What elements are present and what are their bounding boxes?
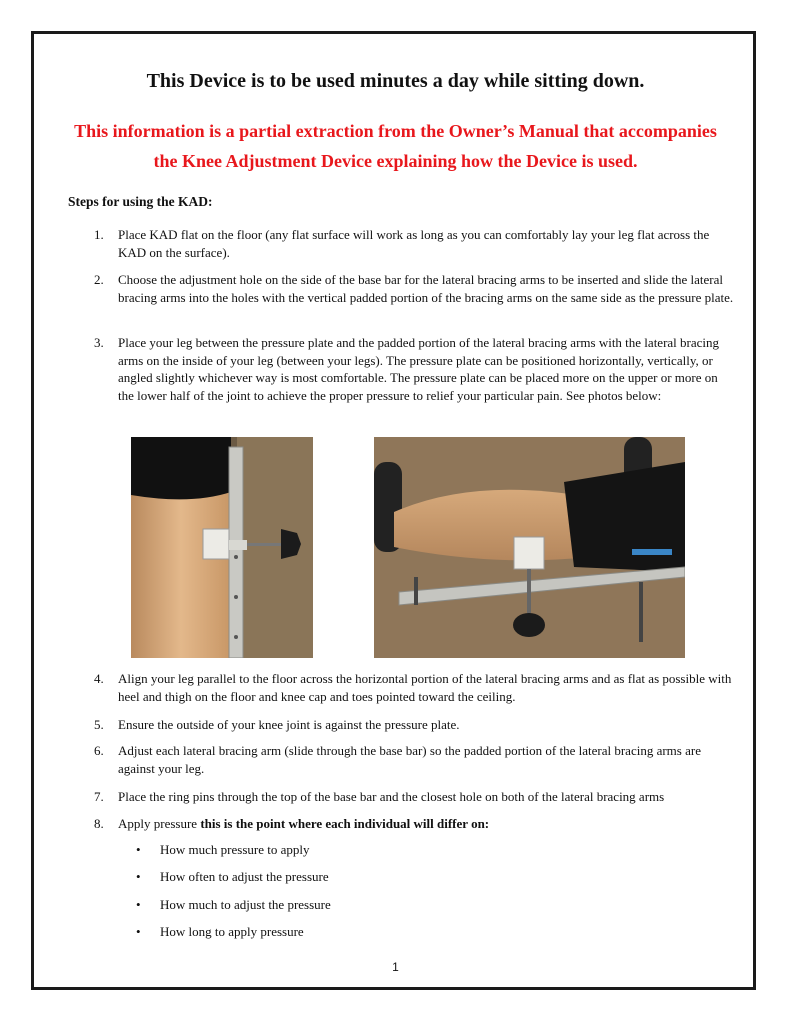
knee-device-photo-side-illustration: [131, 437, 313, 658]
step-1: [94, 226, 734, 261]
step-number: 3.: [94, 335, 104, 350]
step-2: [94, 271, 734, 306]
notice: [60, 116, 731, 176]
step-text: Align your leg parallel to the floor across the horizontal portion of the lateral bracing arms and as flat as possible with heel and thigh on the floor and knee cap and toes pointed toward the ceiling.: [118, 671, 732, 704]
step-text: Adjust each lateral bracing arm (slide through the base bar) so the padded portion of the lateral bracing arms are against your leg.: [118, 743, 701, 776]
page-title: This Device is to be used minutes a day while sitting down.: [146, 70, 645, 92]
bullet-item: • How long to apply pressure: [136, 924, 304, 939]
step-5: [94, 716, 734, 734]
steps-heading: Steps for using the KAD:: [68, 194, 213, 209]
step-number: 1.: [94, 227, 104, 242]
step-text: Ensure the outside of your knee joint is against the pressure plate.: [118, 717, 460, 732]
bullet-text: How much to adjust the pressure: [160, 897, 331, 912]
step-text: [118, 815, 734, 833]
knee-device-photo-top-illustration: [374, 437, 685, 658]
step-6: [94, 742, 734, 777]
step-text: Place the ring pins through the top of the base bar and the closest hole on both of the lateral bracing arms: [118, 789, 665, 804]
step-text-plain: Apply pressure: [118, 816, 201, 831]
bullet-item: • How much to adjust the pressure: [136, 897, 331, 912]
page-number: 1: [392, 960, 399, 974]
notice-line-2: the Knee Adjustment Device explaining how the Device is used.: [153, 151, 638, 171]
bullet-text: How often to adjust the pressure: [160, 869, 329, 884]
step-number: 2.: [94, 272, 104, 287]
step-number: 6.: [94, 743, 104, 758]
step-text-bold: this is the point where each individual will differ on:: [200, 816, 490, 831]
step-text: Place KAD flat on the floor (any flat surface will work as long as you can comfortably lay your leg flat across the KAD on the surface).: [118, 227, 710, 260]
bullet-item: • How much pressure to apply: [136, 842, 310, 857]
bullet-text: How long to apply pressure: [160, 924, 304, 939]
bullet-text: How much pressure to apply: [160, 842, 310, 857]
step-7: [94, 788, 734, 806]
step-number: 4.: [94, 671, 104, 686]
step-3: [94, 334, 734, 404]
knee-device-photo-side: [131, 437, 313, 658]
step-number: 7.: [94, 789, 104, 804]
bullet-item: • How often to adjust the pressure: [136, 869, 329, 884]
step-number: 8.: [94, 816, 104, 831]
step-text: Place your leg between the pressure plate and the padded portion of the lateral bracing arms with the lateral bracing arms on the inside of your leg (between your legs). The pressure plate can be positioned horizontally, vertically, or angled slightly whichever way is most comfortable. The pressure plate can be placed more on the upper or more on the lower half of the joint to achieve the proper pressure to relief your particular pain. See photos below:: [118, 335, 720, 403]
step-number: 5.: [94, 717, 104, 732]
step-8: [94, 815, 734, 833]
knee-device-photo-top: [374, 437, 685, 658]
step-text: Choose the adjustment hole on the side of the base bar for the lateral bracing arms to be inserted and slide the lateral bracing arms into the holes with the vertical padded portion of the bracing arms on the same side as the pressure plate.: [118, 272, 734, 305]
step-4: [94, 670, 734, 705]
notice-line-1: This information is a partial extraction from the Owner’s Manual that accompanies: [74, 121, 717, 141]
